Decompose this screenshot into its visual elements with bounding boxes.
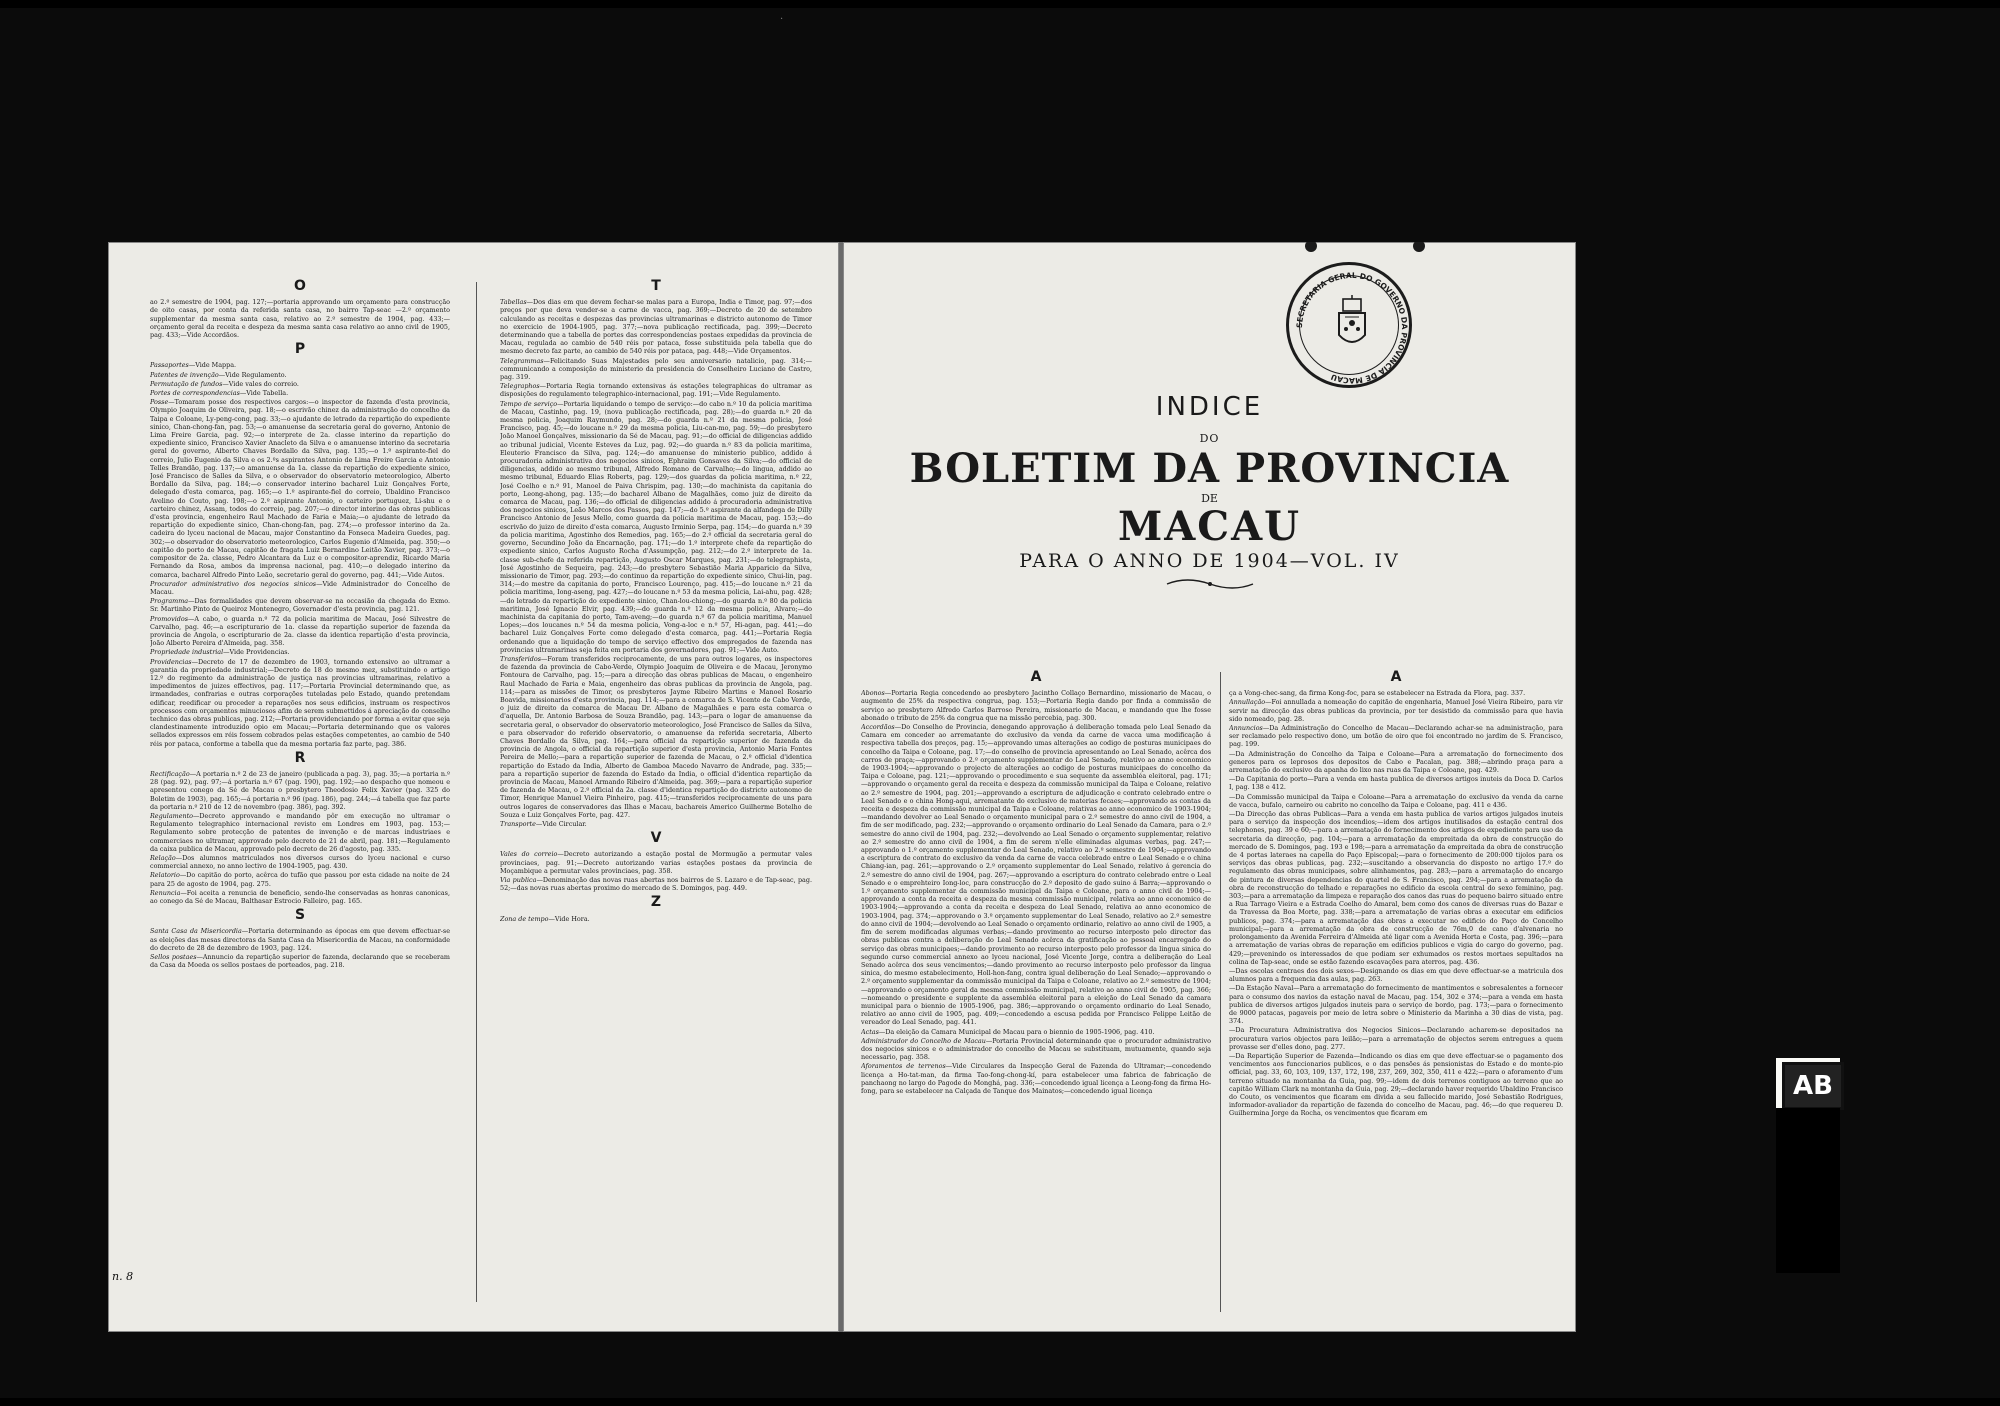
section-letter: P: [294, 341, 306, 358]
index-entry: [500, 382, 812, 398]
index-entry-key: Permutação de fundos: [150, 379, 223, 388]
title-de: DE: [1201, 492, 1218, 505]
index-entry-text: —Foi annullada a nomeação do capitão de engenharia, Manuel José Vieira Ribeiro, para vir servir na direcção das obras publicas da provincia, por ter desistido da commissão para que havia sido nomeado, pag. 28.: [1229, 698, 1563, 723]
section-letter: O: [294, 278, 306, 294]
index-entry: [500, 820, 812, 828]
index-entry: [500, 655, 812, 819]
index-entry-key: Telegraphos: [500, 382, 540, 391]
right-page-column-1: [861, 667, 1211, 1317]
title-subtitle: PARA O ANNO DE 1904—VOL. IV: [1019, 550, 1400, 572]
section-letter: T: [651, 278, 661, 294]
index-entry: [1229, 793, 1563, 809]
section-letter: A: [1390, 669, 1402, 685]
index-entry-key: Passaportes: [150, 361, 189, 370]
index-entry: [1229, 689, 1563, 697]
section-letter: V: [650, 830, 662, 847]
index-entry: [150, 953, 450, 969]
title-do: DO: [1199, 432, 1220, 445]
index-entry-text: —Portaria Regia tornando extensivas ás estações telegraphicas do ultramar as disposições do regulamento telegraphico-internacional, pag. 191;—Vide Regulamento.: [500, 382, 812, 399]
section-letter: S: [294, 907, 306, 924]
index-entry-key: Sellos postaes: [150, 953, 197, 962]
index-entry-text: —Da eleição da Camara Municipal de Macau para o biennio de 1905-1906, pag. 410.: [878, 1027, 1155, 1036]
government-seal-stamp: [1286, 262, 1412, 388]
left-page-column-2: [500, 276, 812, 1316]
index-entry: [150, 812, 450, 853]
index-entry-key: Vales do correio: [500, 850, 558, 859]
index-entry-key: Providencias: [150, 657, 192, 666]
index-entry-text: —Da Administração do Concelho de Macau—Declarando achar-se na administração, para ser reclamado pelo respectivo dono, um botão de oiro que foi encontrado no jardim de S. Francisco, pag. 199.: [1229, 724, 1563, 749]
index-entry-text: —Foram transferidos reciprocamente, de uns para outros logares, os inspectores de fazenda da provincia de Cabo-Verde, Olympio Joaquim de Oliveira e de Macau, Jeronymo Fontoura de Carvalho, pag. 15;—para a direcção das obras publicas de Macau, o engenheiro Raul Machado de Faria e Maia, engenheiro das obras publicas da provincia de Angola, pag. 114;—para as missões de Timor, os presbyteros Jayme Ribeiro Martins e Manoel Rosario Boavida, missionarios d'esta provincia, pag. 114;—para a comarca de S. Vicente de Cabo Verde, o juiz de direito da comarca de Macau Dr. Albano de Magalhães e para esta comarca o d'aquella, Dr. Antonio Barbosa de Souza Brandão, pag. 143;—para o logar de amanuense da secretaria geral, o observador do observatorio meteorologico, José Francisco de Salles da Silva, e para observador do referido observatorio, o amanuense da referida secretaria, Alberto Chaves Bordallo da Silva, pag. 164;—para official da repartição superior de fazenda da provincia de Angola, o official da repartição superior d'esta provincia, Antonio Maria Fontes Pereira de Mello;—para a repartição superior de fazenda de Macau, o 2.º official d'identica repartição do Estado da India, Alberto de Gamboa Macedo Navarro de Andrade, pag. 335;—para a repartição superior de fazenda do Estado da India, o official d'identica repartição da provincia de Macau, Manoel Armando Ribeiro d'Almeida, pag. 369;—para a repartição superior de fazenda de Macau, o 2.º official da 2a. classe d'identica repartição do districto autonomo de Timor, Henrique Manuel Vieira Pinheiro, pag. 415;—transferidos reciprocamente de uns para outros logares de conservadores das Ilhas e Macau, bachareis Americo Guilherme Botelho de Souza e Luiz Gonçalves Forte, pag. 427.: [500, 654, 812, 819]
index-entry-key: Annuncios: [1229, 724, 1263, 733]
title-block: [843, 392, 1576, 594]
index-entry-text: —Da Capitania do porto—Para a venda em hasta publica de diversos artigos inuteis da Doca D. Carlos I, pag. 138 e 412.: [1229, 775, 1563, 792]
index-entry: [500, 357, 812, 382]
index-entry-text: —Vide Mappa.: [188, 361, 237, 370]
index-entry-key: Relatorio: [150, 871, 180, 880]
index-entry-text: —Portaria Regia concedendo ao presbytero Jacintho Collaço Bernardino, missionario de Macau, o augmento de 25% da respectiva congrua, pag. 153;—Portaria Regia dando por finda a commissão de serviço ao presbytero Alfredo Carlos Barroso Pereira, missionario de Macau, e mandando que lhe fosse abonado o tributo de 25% da congrua que na missão percebia, pag. 300.: [861, 689, 1211, 722]
index-entry-text: —Portaria liquidando o tempo de serviço:—do cabo n.º 10 da policia maritima de Macau, Castinho, pag. 19, (nova publicação rectificada, pag. 28);—do guarda n.º 20 da mesma policia, Joaquim Raymundo, pag. 28;—do guarda n.º 21 da mesma policia, José Francisco, pag. 45;—do loucane n.º 29 da mesma policia, Liu-can-mo, pag. 59;—do presbytero João Manoel Gonçalves, missionario da Sé de Macau, pag. 91;—do official de diligencias addido ao tribunal judicial, Vicente Esteves da Luz, pag. 92;—do guarda n.º 83 da policia maritima, Eleuterio Francisco da Silva, pag. 124;—do amanuense do ministerio publico, addido á procuradoria administrativa dos negocios sinicos, Ephraim Gonsaves da Silva;—do official de diligencias, addido ao mesmo tribunal, Alfredo Romano de Carvalho;—do lingua, addido ao mesmo tribunal, Eduardo Elias Roberts, pag. 129;—dos guardas da policia maritima, n.º 22, José Coelho e n.º 91, Manoel de Paiva Chrispim, pag. 130;—do machinista da capitania do porto, Leong-ahong, pag. 135;—do bacharel Albano de Magalhães, como juiz de direito da comarca de Macau, pag. 136;—do official de diligencias addido á procuradoria administrativa dos negocios sinicos, Leão Marcos dos Passos, pag. 147;—do 5.º aspirante da alfandega de Dilly Francisco Antonio de Jesus Mello, como guarda da policia maritima de Macau, pag. 153;—do escrivão do juizo de direito d'esta comarca, Augusto Irminio Serpa, pag. 154;—do guarda n.º 39 da policia maritima, Agostinho dos Remedios, pag. 165;—do 2.º official da secretaria geral do governo, Secundino João da Encarnação, pag. 171;—do 1.º interprete chefe da repartição do expediente sinico, Carlos Augusto Rocha d'Assumpção, pag. 212;—do 2.º interprete de 1a. classe sub-chefe da referida repartição, Augusto Oscar Marques, pag. 231;—do telegraphista, José Agostinho de Sequeira, pag. 243;—do presbytero Sebastião Maria Apparicio da Silva, missionario de Timor, pag. 293;—do continuo da repartição do expediente sinico, Chui-lin, pag. 314;—do mestre da capitania do porto, Francisco Lourenço, pag. 415;—do loucane n.º 21 da policia maritima, Iong-aseng, pag. 427;—do loucane n.º 53 da mesma policia, Lai-ahu, pag. 428;—do letrado da repartição do expediente sinico, Chan-lou-chiong;—do guarda n.º 80 da policia maritima, José Ignacio Elvir, pag. 439;—do guarda n.º 12 da mesma policia, Alvaro;—do machinista da capitania do porto, Tam-aveng;—do guarda n.º 67 da policia maritima, Manuel Lopes;—dos loucanes n.º 54 da mesma policia, Vong-a-loc e n.º 57, Hi-agan, pag. 441;—do bacharel Luiz Gonçalves Forte como delegado d'esta comarca, pag. 441;—Portaria Regia ordenando que a liquidação do tempo de serviço effectivo dos empregados de fazenda nas provincias ultramarinas seja feita em portaria dos governadores, pag. 91;—Vide Auto.: [500, 399, 812, 654]
index-entry-text: —Vide Circulares da Inspecção Geral de Fazenda do Ultramar;—concedendo licença a Ho-tat-man, da firma Tao-fong-chong-kí, para estabelecer uma fabrica de fabricação de panchaong no largo do Pagode do Monghá, pag. 336;—concedendo igual licença a Leong-fong da firma Ho-fong, para se estabelecer na Calçada de Tanque dos Mainatos;—concedendo igual licença: [861, 1062, 1211, 1095]
index-entry: [150, 371, 450, 379]
index-entry: [1229, 1052, 1563, 1118]
index-entry: [150, 580, 450, 596]
index-entry-key: Santa Casa da Misericordia: [150, 927, 242, 936]
index-entry-key: Posse: [150, 398, 169, 407]
index-entry-text: —Vide Providencias.: [223, 648, 290, 657]
index-entry: [1229, 810, 1563, 966]
index-entry-key: Relação: [150, 854, 176, 862]
index-entry: [150, 648, 450, 656]
index-entry: [150, 361, 450, 369]
index-entry-text: —A portaria n.º 2 de 23 de janeiro (publicada a pag. 3), pag. 35;—a portaria n.º 28 (pag. 92), pag. 97;—á portaria n.º 67 (pag. 190), pag. 192;—ao despacho que nomeou e apresentou conego da Sé de Macau o presbytero Theodosio Felix Xavier (pag. 325 do Boletim de 1903), pag. 165;—á portaria n.º 96 (pag. 186), pag. 244;—á tabella que faz parte da portaria n.º 210 de 12 de novembro (pag. 386), pag. 392.: [150, 769, 450, 811]
index-entry-text: —Do capitão do porto, acêrca do tufão que passou por esta cidade na noite de 24 para 25 de agosto de 1904, pag. 275.: [150, 871, 450, 888]
index-entry: [1229, 750, 1563, 775]
index-entry-key: Procurador administrativo dos negocios sinicos: [150, 579, 317, 588]
index-entry: [500, 400, 812, 654]
index-entry-text: —Da Direcção das obras Publicas—Para a venda em hasta publica de varios artigos julgados inuteis para o serviço da inspecção dos incendios;—idem dos artigos inutilisados da estação central dos telephones, pag. 39 e 60;—para a arrematação do fornecimento dos artigos de expediente para uso da secretaria da direcção, pag. 104;—para a arrematação da empreitada da obra de construcção do mercado de S. Domingos, pag. 193 e 198;—para a arrematação da empreitada da obra de construcção de 4 portas lateraes na capella do Paço Episcopal;—para o fornecimento de 200:000 tijolos para os serviços das obras publicas, pag. 232;—suscitando a observancia do disposto no artigo 17.º do regulamento das obras municipaes, sobre alinhamentos, pag. 283;—para a arrematação do encargo de pintura de diversas dependencias do quartel de S. Francisco, pag. 294;—para a arrematação da obra de reconstrucção do telhado e reparações no edificio da escola central do sexo feminino, pag. 303;—para a arrematação da limpeza e reparação dos canos das ruas do pequeno bairro situado entre a Rua Tarrago Vieira e a Estrada Coelho do Amaral, bem como dos canos de diversas ruas do Bazar e da Travessa da Boa Morte, pag. 338;—para a arrematação de varias obras a executar em edificios publicos, pag. 374;—para a arrematação das obras a executar no edificio do Paço do Concelho municipal;—para a arrematação da obra de construcção de 76m,0 de cano d'alvenaria no prolongamento da Avenida Ferreira d'Almeida até ligar com a Avenida Horta e Costa, pag. 396;—para a arrematação de varias obras de reparação em edificios publicos e vigia do cargo do governo, pag. 429;—prevenindo os interessados de que podiam ser exhumados os restos mortaes sepultados na colina de Tap-seac, onde se estão fazendo escavações para aterros, pag. 436.: [1229, 810, 1563, 966]
index-entry-text: —Tomaram posse dos respectivos cargos:—o inspector de fazenda d'esta provincia, Olympio Joaquim de Oliveira, pag. 18;—o escrivão chinez da administração do concelho da Taipa e Coloane, Ly-peng-cong, pag. 33;—o ajudante de letrado da repartição do expediente sinico, Chan-chong-fan, pag. 53;—o amanuense da secretaria geral do governo, Antonio de Lima Freire Garcia, pag. 92;—o interprete de 2a. classe interino da repartição do expediente sinico, Francisco Xavier Anacleto da Silva e o amanuense interino da secretaria geral do governo, Alberto Chaves Bordallo da Silva, pag. 135;—o 1.º aspirante-fiel do correio, Julio Eugenio da Silva e os 2.ºs aspirantes Antonio de Lima Freire Garcia e Antonio Telles Brandão, pag. 137;—o amanuense da 1a. classe da repartição do expediente sinico, José Francisco de Salles da Silva, e o observador do observatorio meteorologico, Alberto Bordallo da Silva, pag. 184;—o conservador interino bacharel Luiz Gonçalves Forte, delegado d'esta comarca, pag. 165;—o 1.º aspirante-fiel do correio, Ubaldino Francisco Avelino do Couto, pag. 198;—o 2.º aspirante Antonio, o carteiro portuguez, Li-shu e o carteiro chinez, Assam, todos do correio, pag. 207;—o director interino das obras publicas d'esta provincia, engenheiro Raul Machado de Faria e Maia;—o ajudante de letrado da repartição do expediente sinico, Chan-chong-fan, pag. 274;—o professor interino da 2a. cadeira do lyceu nacional de Macau, major Constantino da Fonseca Madeira Guedes, pag. 302;—o observador do observatorio meteorologico, Carlos Eugenio d'Almeida, pag. 350;—o capitão do porto de Macau, capitão de fragata Luiz Bernardino Leitão Xavier, pag. 373;—o compositor de 2a. classe, Pedro Alcantara da Luz e o compositor-aprendiz, Ricardo Maria Fernando da Rosa, ambos da imprensa nacional, pag. 410;—o delegado interino da comarca, bacharel Alfredo Pinto Leão, secretario geral do governo, pag. 441;—Vide Autos.: [150, 398, 450, 579]
index-entry: [500, 850, 812, 875]
index-entry: [1229, 775, 1563, 791]
index-entry-key: Renuncia: [150, 888, 181, 897]
scan-speck: ·: [780, 14, 784, 25]
index-entry-text: —Denominação das novas ruas abertas nos bairros de S. Lazaro e de Tap-seac, pag. 52;—das novas ruas abertas proximo do mercado de S. Domingos, pag. 449.: [500, 876, 812, 893]
index-entry-key: Administrador do Concelho de Macau: [861, 1036, 986, 1045]
index-entry-key: Portes de correspondencias: [150, 389, 240, 398]
index-entry: [150, 871, 450, 887]
index-entry-key: Tempo de serviço: [500, 399, 558, 408]
index-entry-text: —Do Conselho de Provincia, denegando approvação á deliberação tomada pelo Leal Senado da Camara em conceder ao arrematante do exclusivo da venda da carne de vacca uma modificação á respectiva tabella dos preços, pag. 15;—approvando umas alterações ao codigo de posturas municipaes do concelho da Taipa e Coloane, pag. 17;—do conselho de provincia apresentando ao Leal Senado, acêrca dos carros de praça;—approvando o 2.º orçamento supplementar do Leal Senado, relativo ao anno economico de 1903-1904;—approvando o projecto de alterações ao codigo de posturas municipaes do concelho da Taipa e Coloane, pag. 121;—approvando o procedimento e sua sequente da assembléa eleitoral, pag. 171;—approvando o orçamento geral da receita e despeza da commissão municipal da Taipa e Coloane, relativo ao 2.º semestre de 1904, pag. 201;—approvando a escriptura de adjudicação e contrato celebrado entre o Leal Senado e o china Hong-aqui, arrematante do exclusivo de materias fecaes;—approvando as contas da receita e despeza da commissão municipal da Taipa e Coloane, relativas ao anno economico de 1903-1904;—mandando devolver ao Leal Senado o orçamento municipal para o 2.º semestre do anno civil de 1904, a fim de ser modificado, pag. 232;—approvando o orçamento ordinario do Leal Senado da Camara, para o 2.º semestre do anno civil de 1904, pag. 232;—devolvendo ao Leal Senado o orçamento supplementar, relativo ao 2.º semestre do anno civil de 1904, a fim de serem n'elle eliminadas algumas verbas, pag. 247;—approvando o 1.º orçamento supplementar do Leal Senado, relativo ao 2.º semestre de 1904;—approvando a escriptura de contrato do exclusivo da venda da carne de vacca celebrado entre o Leal Senado e o china Chiang-ian, pag. 261;—approvando o 2.º orçamento supplementar do Leal Senado, relativo á gerencia do 2.º semestre do anno civil de 1904, pag. 267;—approvando a escriptura do contrato celebrado entre o Leal Senado e o emprehteiro Iong-loc, para construcção do 2.º deposito de gado suino á Barra;—approvando o 1.º orçamento supplementar da commissão municipal da Taipa e Coloane, para o anno civil de 1904;—approvando a conta da receita e despeza da mesma commissão municipal, relativa ao anno economico de 1903-1904;—approvando a conta da receita e despeza do Leal Senado, relativa ao anno economico de 1903-1904, pag. 374;—approvando o 3.º orçamento supplementar do Leal Senado, relativo ao 2.º semestre do anno civil de 1904;—devolvendo ao Leal Senado o orçamento ordinario, relativo ao anno civil de 1905, a fim de serem modificadas algumas verbas;—dando provimento ao recurso interposto pelo director das obras publicas contra a deliberação do Leal Senado acêrca da gratificação ao pessoal encarregado do serviço das obras municipaes;—dando provimento ao recurso interposto pelo professor da lingua sinica do segundo curso commercial annexo ao lyceu nacional, José Vicente Jorge, contra a deliberação do Leal Senado acêrca dos seus vencimentos;—dando provimento ao recurso interposto pelo professor da lingua sinica, do mesmo estabelecimento, Holl-hon-fang, contra igual deliberação do Leal Senado;—approvando o 2.º orçamento supplementar da commissão municipal da Taipa e Coloane, relativo ao 2.º semestre de 1904;—approvando o orçamento geral da mesma commissão municipal, relativo ao anno civil de 1905, pag. 366;—nomeando o presidente e supplente da assembléa eleitoral para a eleição do Leal Senado da camara municipal para o biennio de 1905-1906, pag. 386;—approvando o orçamento ordinario do Leal Senado, relativo ao anno civil de 1905, pag. 409;—concedendo a escusa pedida por Francisco Felippe Leitão de vereador do Leal Senado, pag. 441.: [861, 723, 1211, 1027]
index-entry: [1229, 724, 1563, 749]
index-entry-text: —Vide vales do correio.: [222, 379, 299, 388]
section-letter: Z: [650, 894, 662, 911]
index-entry: [861, 723, 1211, 1027]
index-entry-text: —Vide Regulamento.: [218, 370, 287, 379]
index-entry-text: —Decreto autorizando a estação postal de Mormugão a permutar vales provinciaes, pag. 91;—Decreto autorizando varias estações postaes da provincia de Moçambique a permutar vales provinciaes, pag. 358.: [500, 850, 812, 875]
index-entry-text: —Decreto de 17 de dezembro de 1903, tornando extensivo ao ultramar a garantia da propriedade industrial;—Decreto de 18 do mesmo mez, substituindo o artigo 12.º do regimento da administração de justiça nas provincias ultramarinas, relativo a impedimentos de juizes effectivos, pag. 117;—Portaria Provincial determinando que, as irmandades, confrarias e outras corporações tuteladas pelo Estado, quando pretendam edificar, reedificar ou proceder a reparações nos seus edificios, instruam os respectivos processos com orçamentos minuciosos afim de serem submettidos á apreciação do conselho technico das obras publicas, pag. 212;—Portaria providenciando por forma a evitar que seja clandestinamente introduzido opio em Macau;—Portaria determinando que os valores sellados expressos em réis fossem cobrados pelas estações competentes, ao cambio de 540 réis por pataca, conforme a tabella que da mesma portaria faz parte, pag. 386.: [150, 657, 450, 748]
index-entry-text: —Da Commissão municipal da Taipa e Coloane—Para a arrematação do exclusivo da venda da carne de vacca, bufalo, carneiro ou cabrito no concelho da Taipa e Coloane, pag. 411 e 436.: [1229, 792, 1563, 809]
index-entry-key: Aforamentos de terrenos: [861, 1062, 946, 1071]
index-entry: [150, 380, 450, 388]
scan-border-top: [0, 0, 2000, 8]
index-entry-key: Propriedade industrial: [150, 648, 224, 657]
index-entry-text: —Vide Tabella.: [239, 389, 289, 398]
right-page: [843, 242, 1576, 1332]
index-entry-text: —Dos alumnos matriculados nos diversos cursos do lyceu nacional e curso commercial annexo, no anno lectivo de 1904-1905, pag. 430.: [150, 854, 450, 871]
archive-tag-label: AB: [1782, 1062, 1844, 1110]
index-entry: [150, 615, 450, 648]
index-entry: [861, 1028, 1211, 1036]
index-entry: [150, 597, 450, 613]
index-entry-text: —Felicitando Suas Majestades pelo seu anniversario natalicio, pag. 314;—communicando a composição do ministerio da presidencia do Conselheiro Luciano de Castro, pag. 319.: [500, 356, 812, 382]
index-entry-key: Tabellas: [500, 298, 527, 307]
index-entry-text: —Da Estação Naval—Para a arrematação do fornecimento de mantimentos e sobresalentes a fornecer para o consumo dos navios da estação naval de Macau, pag. 154, 302 e 374;—para a venda em hasta publica de diversos artigos julgados inuteis para o serviço de bordo, pag. 173;—para o fornecimento de 9000 patacas, pagaveis por meio de letra sobre o Ministerio da Marinha a 30 dias de vista, pag. 374.: [1229, 984, 1563, 1026]
index-entry-text: —Vide Circular.: [535, 820, 587, 828]
index-entry-text: —Vide Administrador do Concelho de Macau.: [150, 579, 450, 596]
binding-hole: [1305, 242, 1317, 252]
right-page-column-2: [1229, 667, 1563, 1317]
index-entry: [1229, 967, 1563, 983]
index-entry-text: —Da Procuratura Administrativa dos Negocios Sinicos—Declarando acharem-se depositados na procuratura varios objectos para leilão;—para a arrematação de objectos serem entregues a quem provasse ser d'elles dono, pag. 277.: [1229, 1026, 1563, 1051]
column-divider: [476, 282, 477, 1302]
index-entry: [150, 770, 450, 811]
index-entry-text: ça a Vong-chec-sang, da firma Kong-foc, para se estabelecer na Estrada da Flora, pag. 337.: [1229, 689, 1526, 698]
index-entry-text: —Das formalidades que devem observar-se na occasião da chegada do Exmo. Sr. Martinho Pinto de Queiroz Montenegro, Governador d'esta provincia, pag. 121.: [150, 597, 450, 614]
index-entry-text: —Dos dias em que devem fechar-se malas para a Europa, India e Timor, pag. 97;—dos preços por que deva vender-se a carne de vacca, pag. 369;—Decreto de 20 de setembro calculando as receitas e despezas das provincias ultramarinas e districto autonomo de Timor no exercicio de 1904-1905, pag. 377;—nova publicação rectificada, pag. 399;—Decreto determinando que a tabella de portes das correspondencias postaes expedidas da provincia de Macau, regulada ao cambio de 540 réis por pataca, fosse substituida pela tabella que do mesmo decreto faz parte, ao cambio de 540 réis por pataca, pag. 448;—Vide Orçamentos.: [500, 298, 812, 356]
index-entry: [1229, 1026, 1563, 1051]
index-entry-text: ao 2.º semestre de 1904, pag. 127;—portaria approvando um orçamento para construcção de oito casas, por conta da referida santa casa, no bairro Tap-seac —2.º orçamento supplementar da mesma santa casa, relativo ao 2.º semestre de 1904, pag. 433;—orçamento geral da receita e despeza da mesma santa casa relativo ao anno civil de 1905, pag. 433;—Vide Accordãos.: [150, 298, 450, 340]
index-entry-key: Promovidos: [150, 614, 188, 623]
left-page-column-1: [150, 276, 450, 1316]
index-entry: [861, 1037, 1211, 1062]
ornament-divider-icon: [1165, 578, 1255, 590]
index-entry-key: Programma: [150, 597, 189, 606]
index-entry-text: —Portaria determinando as épocas em que devem effectuar-se as eleições das mesas directoras da Santa Casa da Misericordia de Macau, na conformidade do decreto de 28 de dezembro de 1903, pag. 124.: [150, 927, 450, 952]
index-entry-text: —Da Administração do Concelho da Taipa e Coloane—Para a arrematação do fornecimento dos generos para os leprosos dos depositos de Cabo e Pacalan, pag. 388;—abrindo praça para a arrematação do exclusivo da apanha do lixo nas ruas da Taipa e Coloane, pag. 429.: [1229, 749, 1563, 775]
left-page: [108, 242, 839, 1332]
title-macau: MACAU: [1117, 503, 1302, 550]
index-entry-text: —Decreto approvando e mandando pôr em execução no ultramar o Regulamento telegraphico internacional revisto em Londres em 1903, pag. 153;—Regulamento sobre protecção de patentes de invenção e de marcas industriaes e commerciaes no ultramar, approvado pelo decreto de 21 de abril, pag. 181;—Regulamento da caixa publica de Macau, approvado pelo decreto de 26 d'agosto, pag. 335.: [150, 811, 450, 853]
index-entry-key: Transferidos: [500, 654, 541, 663]
index-entry: [150, 398, 450, 578]
archive-tag-bar: [1776, 1108, 1840, 1273]
index-entry: [500, 298, 812, 355]
stamp-lettering: [1289, 265, 1415, 391]
index-entry-text: —Foi aceita a renuncia de beneficio, sendo-lhe conservadas as honras canonicas, ao conego da Sé de Macau, Balthasar Estrocio Falleiro, pag. 165.: [150, 888, 450, 906]
index-entry-key: Telegrammas: [500, 356, 544, 365]
index-entry-key: Regulamento: [150, 811, 194, 820]
index-entry: [1229, 984, 1563, 1025]
index-entry-key: Transporte: [500, 820, 536, 828]
index-entry: [150, 889, 450, 905]
svg-text:SECRETARIA GERAL DO GOVERNO DA: SECRETARIA GERAL DO GOVERNO DA PROVINCIA DE MACAU: [1294, 270, 1410, 386]
index-entry: [500, 876, 812, 892]
index-entry-text: —A cabo, o guarda n.º 72 da policia maritima de Macau, José Silvestre de Carvalho, pag. 46;—a escripturario de 1a. classe da repartição superior de fazenda da provincia de Angola, o escripturario de 2a. classe da identica repartição d'esta provincia, João Alberto Pereira d'Almeida, pag. 358.: [150, 614, 450, 648]
index-entry-text: —Vide Hora.: [548, 914, 590, 923]
index-entry: [1229, 698, 1563, 723]
index-entry-key: Annullação: [1229, 698, 1266, 707]
index-entry: [861, 1062, 1211, 1095]
binding-hole: [1413, 242, 1425, 252]
index-entry-key: Abonos: [861, 689, 885, 698]
title-boletim: BOLETIM DA PROVINCIA: [909, 445, 1510, 492]
index-entry-text: —Das escolas centraes dos dois sexos—Designando os dias em que deve effectuar-se a matricula dos alumnos para a frequencia das aulas, pag. 263.: [1229, 966, 1563, 984]
index-entry-text: —Annuncio da repartição superior de fazenda, declarando que se receberam da Casa da Moeda os sellos postaes de porteados, pag. 218.: [150, 953, 450, 970]
index-entry: [150, 658, 450, 748]
index-entry-key: Accordãos: [861, 723, 895, 732]
column-divider: [1220, 672, 1221, 1312]
index-entry-key: Actas: [861, 1027, 879, 1036]
scan-border-bottom: [0, 1398, 2000, 1406]
section-letter: R: [294, 749, 306, 766]
index-entry: [861, 689, 1211, 722]
index-entry-key: Patentes de invenção: [150, 370, 219, 379]
archive-tag: [1776, 1058, 1840, 1273]
index-entry: [150, 298, 450, 339]
index-entry-text: —Portaria Provincial determinando que o procurador administrativo dos negocios sinicos e o administrador do concelho de Macau se substituam, mutuamente, quando seja necessario, pag. 358.: [861, 1036, 1211, 1062]
archive-side-mark: n. 8: [112, 1270, 134, 1283]
index-entry: [500, 915, 812, 923]
crest-icon: [1333, 295, 1371, 351]
title-indice: INDICE: [1155, 392, 1264, 422]
index-entry-key: Zona de tempo: [500, 914, 549, 923]
index-entry: [150, 927, 450, 952]
index-entry: [150, 854, 450, 870]
index-entry: [150, 389, 450, 397]
index-entry-key: Rectificação: [150, 769, 190, 778]
section-letter: A: [1030, 669, 1042, 685]
index-entry-text: —Da Repartição Superior de Fazenda—Indicando os dias em que deve effectuar-se o pagamento dos vencimentos aos funccionarios publicos, e o das pensões ás pensionistas do Estado e do monte-pio official, pag. 33, 60, 103, 109, 137, 172, 198, 237, 269, 302, 350, 411 e 422;—para o aforamento d'um terreno situado na montanha da Guia, pag. 99;—idem de dois terrenos contiguos ao terreno que ao capitão William Clark na montanha da Guia, pag. 29;—declarando haver requerido Ubaldino Francisco do Couto, os vencimentos que ficaram em divida a seu fallecido marido, José Sebastião Rodrigues, informador-avaliador da repartição de fazenda do concelho de Macau, pag. 46;—do que requereu D. Guilhermina Jorge da Rocha, os vencimentos que ficaram em: [1229, 1051, 1563, 1118]
index-entry-key: Via publica: [500, 876, 537, 885]
